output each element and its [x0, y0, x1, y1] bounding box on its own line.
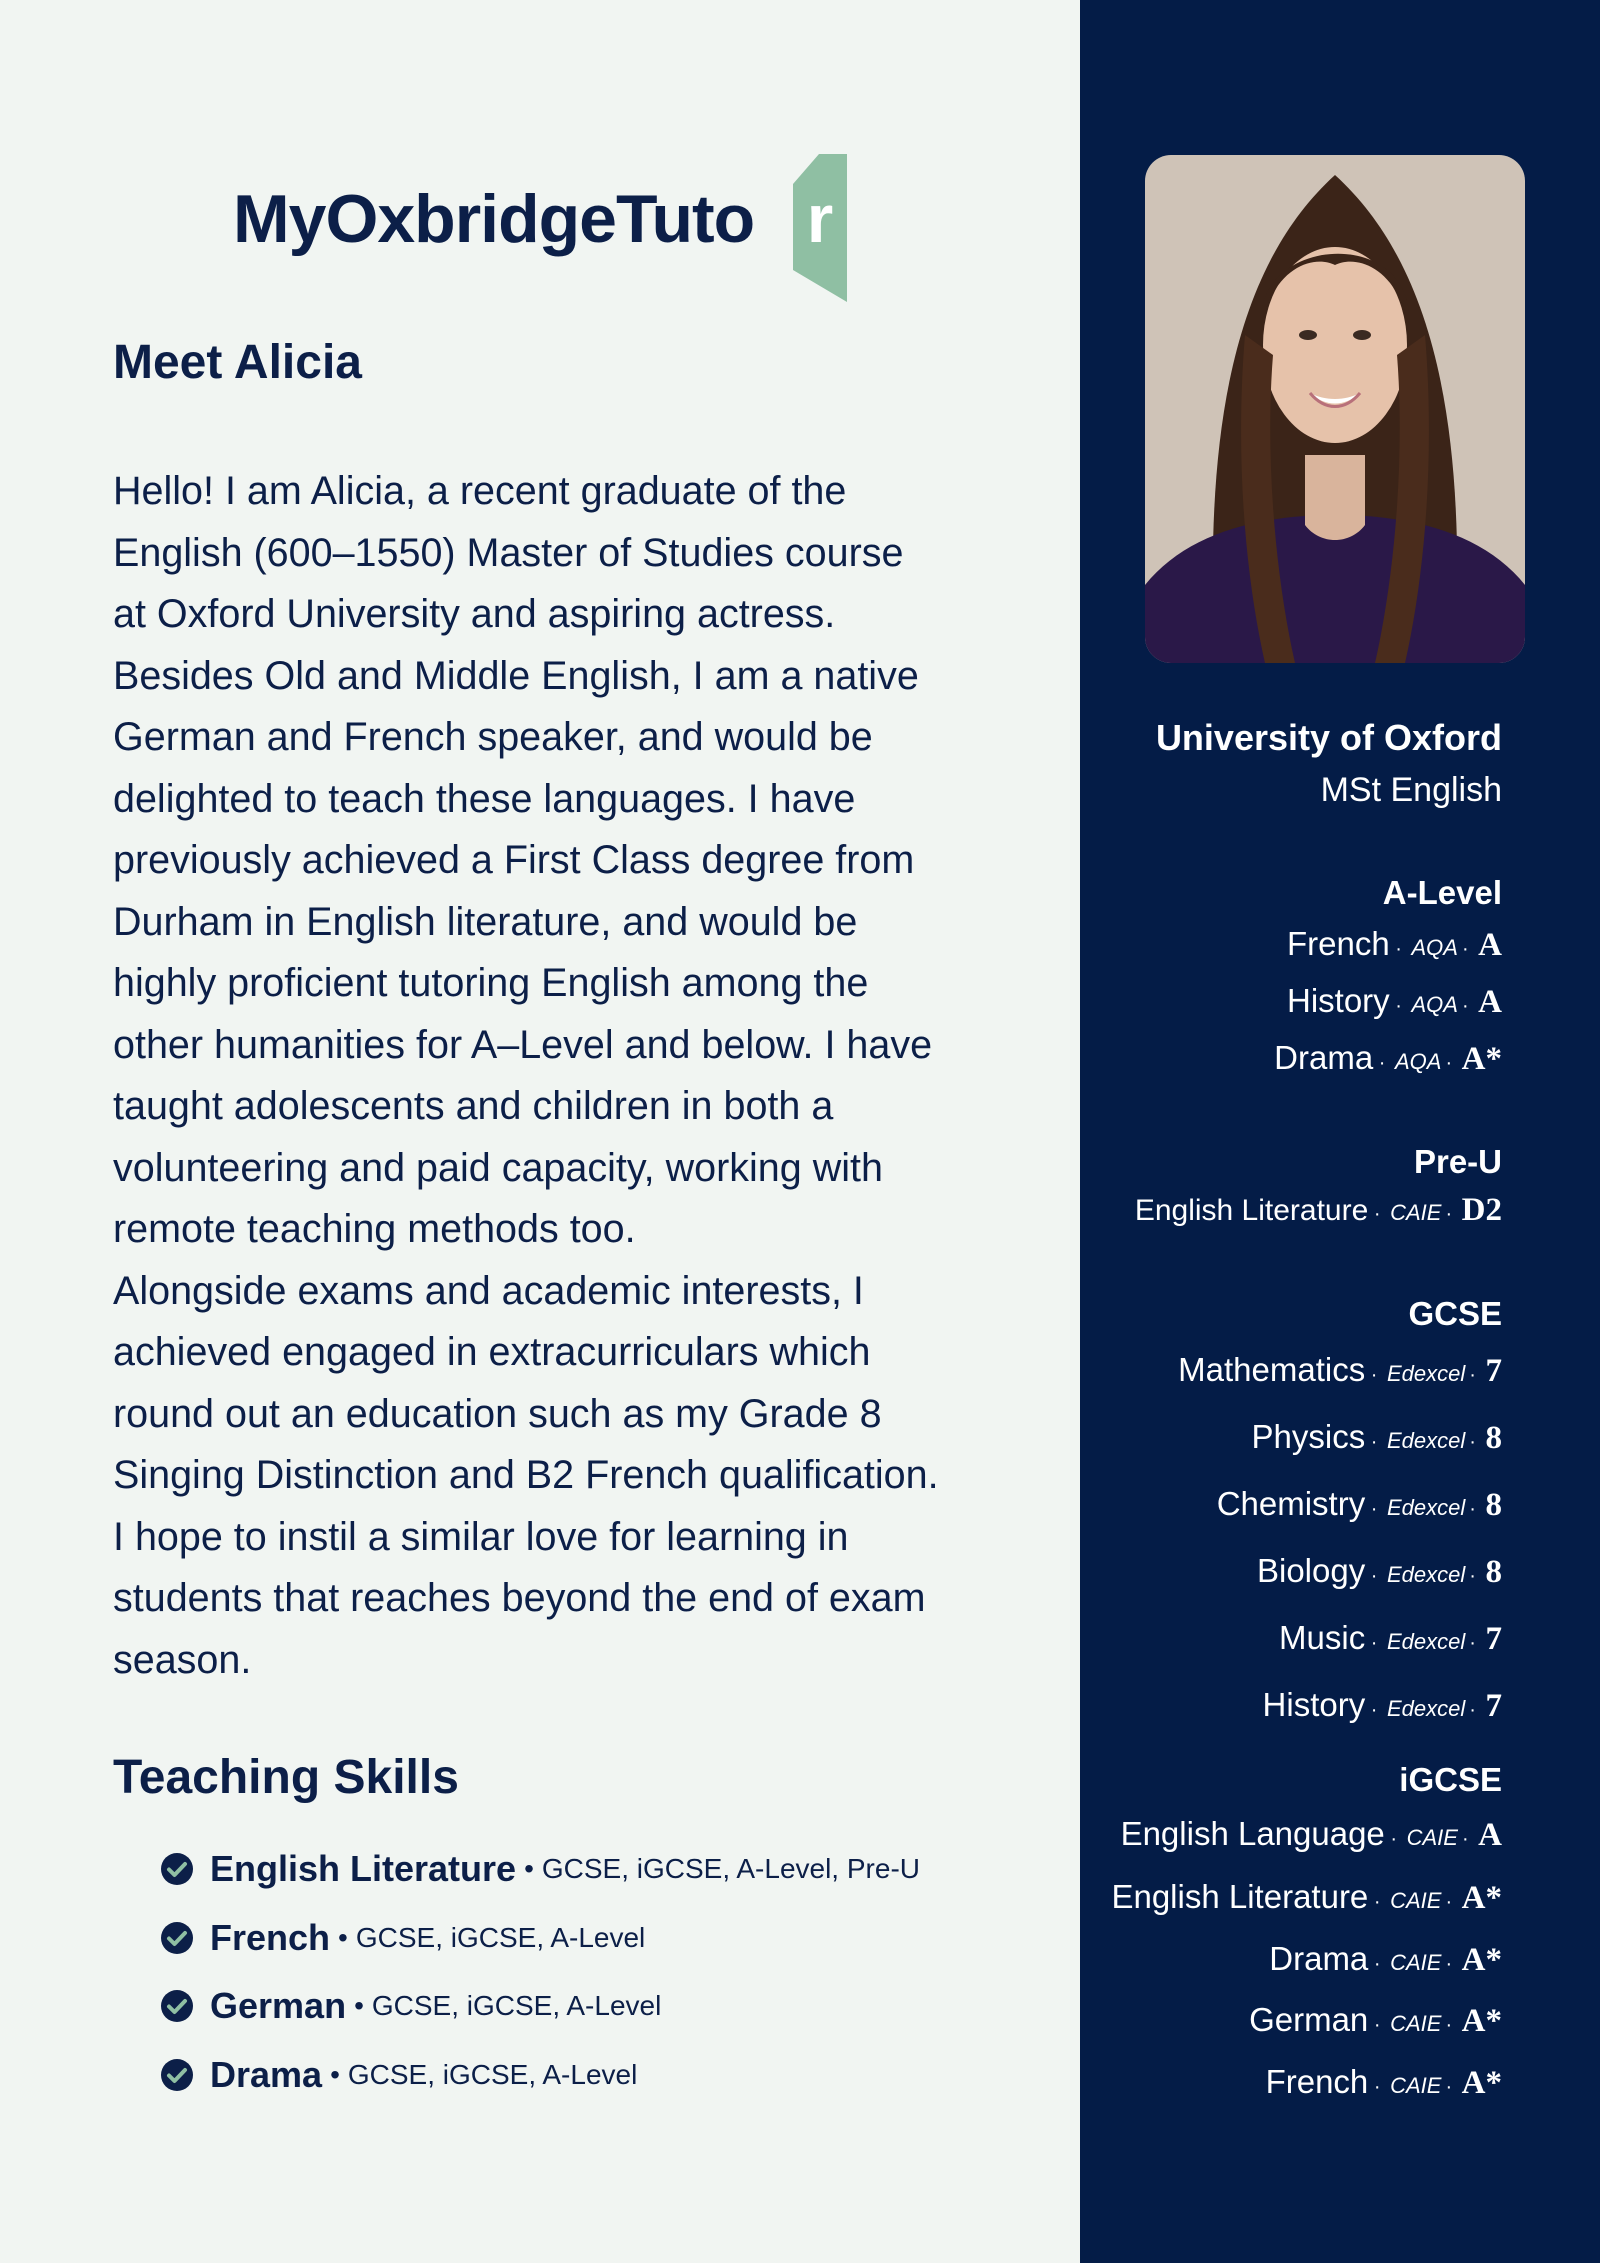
skill-levels: GCSE, iGCSE, A-Level — [347, 2058, 638, 2090]
bio-paragraph: Hello! I am Alicia, a recent graduate of the English (600–1550) Master of Studies course at Oxford University and aspiring actress. Besides Old and Middle English, I am a native German and French speaker, and would be delighted to teach these languages. I have previously achieved a First Class degree from Durham in English literature, and would be highly proficient tutoring English among the other humanities for A–Level and below. I have taught adolescents and children in both a volunteering and paid capacity, working with remote teaching methods too. — [113, 469, 933, 1251]
grade: A* — [1461, 1880, 1502, 1916]
subject: French — [1265, 2063, 1369, 2100]
exam-board: CAIE — [1406, 1825, 1458, 1850]
section-heading: A-Level — [1382, 874, 1502, 911]
grade: 7 — [1485, 1353, 1502, 1389]
subject: Biology — [1256, 1552, 1366, 1589]
section-heading: Pre-U — [1413, 1143, 1502, 1180]
igcse-section — [1111, 1755, 1502, 2116]
university-name: University of Oxford — [1155, 717, 1502, 758]
subject: French — [1286, 925, 1390, 962]
exam-board: CAIE — [1390, 1950, 1442, 1975]
gcse-section — [1178, 1289, 1502, 1741]
preu-section — [1135, 1137, 1502, 1237]
grade: A* — [1461, 2065, 1502, 2101]
exam-board: AQA — [1411, 935, 1458, 960]
grade-row: Mathematics · Edexcel · 7 — [1178, 1351, 1502, 1389]
grade-row: History · AQA · A — [1287, 982, 1502, 1020]
bio-paragraph: Alongside exams and academic interests, I achieved engaged in extracurriculars which round out an education such as my Grade 8 Singing Distinction and B2 French qualification. I hope to instil a similar love for learning in students that reaches beyond the end of exam season. — [113, 1268, 939, 1682]
grade: 7 — [1485, 1621, 1502, 1657]
grade: D2 — [1461, 1192, 1502, 1228]
subject: Drama — [1269, 1940, 1369, 1977]
skill-levels: GCSE, iGCSE, A-Level — [371, 1990, 662, 2022]
logo — [233, 150, 843, 300]
skill-item — [160, 1835, 920, 1904]
grade-row: Drama · AQA · A* — [1274, 1039, 1502, 1077]
grade: A — [1478, 1817, 1502, 1853]
subject: History — [1262, 1686, 1366, 1723]
logo-last-letter: r — [806, 181, 834, 257]
grade-row: French · AQA · A — [1286, 925, 1502, 963]
subject: German — [1249, 2001, 1369, 2038]
exam-board: Edexcel — [1387, 1696, 1466, 1721]
grade: 8 — [1485, 1554, 1502, 1590]
grade: A* — [1461, 1942, 1502, 1978]
grade: 8 — [1485, 1487, 1502, 1523]
portrait-image — [1145, 155, 1525, 663]
check-circle-icon — [160, 1989, 194, 2023]
subject: English Language — [1120, 1815, 1385, 1852]
exam-board: CAIE — [1390, 1888, 1442, 1913]
skill-levels: GCSE, iGCSE, A-Level, Pre-U — [541, 1853, 920, 1885]
check-circle-icon — [160, 1921, 194, 1955]
subject: Mathematics — [1178, 1351, 1366, 1388]
exam-board: Edexcel — [1387, 1629, 1466, 1654]
subject: English Literature — [1111, 1878, 1369, 1915]
exam-board: Edexcel — [1387, 1562, 1466, 1587]
grade-row: English Literature · CAIE · A* — [1111, 1878, 1502, 1916]
grade: A* — [1461, 1041, 1502, 1077]
grade-row: Biology · Edexcel · 8 — [1256, 1552, 1502, 1590]
grade: A — [1478, 927, 1502, 963]
skill-levels: GCSE, iGCSE, A-Level — [355, 1921, 646, 1953]
subject: Music — [1279, 1619, 1366, 1656]
right-column — [1080, 0, 1600, 2263]
section-heading: GCSE — [1408, 1295, 1502, 1332]
section-heading: iGCSE — [1399, 1761, 1502, 1798]
skill-name: German — [210, 1985, 347, 2027]
check-circle-icon — [160, 1852, 194, 1886]
bullet-separator: • — [354, 1990, 364, 2022]
bio-text — [113, 461, 943, 1691]
teaching-skills-list — [160, 1835, 920, 2109]
grade-row: Drama · CAIE · A* — [1269, 1940, 1502, 1978]
exam-board: Edexcel — [1387, 1495, 1466, 1520]
grade: 8 — [1485, 1420, 1502, 1456]
skill-item — [160, 2041, 920, 2110]
skill-name: French — [210, 1916, 331, 1958]
grade-row: English Language · CAIE · A — [1120, 1815, 1502, 1853]
logo-text: MyOxbridgeTuto — [233, 181, 755, 257]
bullet-separator: • — [338, 1921, 348, 1953]
university-block — [1156, 712, 1502, 816]
exam-board: CAIE — [1390, 2011, 1442, 2036]
skill-name: Drama — [210, 2053, 323, 2095]
grade-row: English Literature · CAIE · D2 — [1134, 1192, 1502, 1228]
grade-row: German · CAIE · A* — [1249, 2001, 1502, 2039]
grade: A* — [1461, 2003, 1502, 2039]
exam-board: Edexcel — [1387, 1361, 1466, 1386]
grade-row: Chemistry · Edexcel · 8 — [1216, 1485, 1502, 1523]
grade: A — [1478, 984, 1502, 1020]
grade-row: French · CAIE · A* — [1265, 2063, 1502, 2101]
exam-board: Edexcel — [1387, 1428, 1466, 1453]
skill-item — [160, 1904, 920, 1973]
course-name: MSt English — [1320, 771, 1502, 809]
tutor-photo — [1145, 155, 1525, 663]
exam-board: AQA — [1411, 992, 1458, 1017]
check-circle-icon — [160, 2058, 194, 2092]
page-title: Meet Alicia — [113, 336, 362, 389]
subject: History — [1287, 982, 1390, 1019]
subject: Physics — [1251, 1418, 1366, 1455]
grade: 7 — [1485, 1688, 1502, 1724]
grade-row: Music · Edexcel · 7 — [1279, 1619, 1502, 1657]
bullet-separator: • — [524, 1853, 534, 1885]
exam-board: CAIE — [1390, 2073, 1442, 2098]
subject: English Literature — [1134, 1194, 1369, 1227]
bullet-separator: • — [330, 2058, 340, 2090]
grade-row: History · Edexcel · 7 — [1262, 1686, 1502, 1724]
teaching-skills-title: Teaching Skills — [113, 1751, 459, 1804]
subject: Drama — [1274, 1039, 1374, 1076]
skill-name: English Literature — [210, 1848, 517, 1890]
alevel-section — [1274, 868, 1502, 1089]
exam-board: AQA — [1394, 1049, 1442, 1074]
skill-item — [160, 1972, 920, 2041]
grade-row: Physics · Edexcel · 8 — [1251, 1418, 1502, 1456]
subject: Chemistry — [1216, 1485, 1366, 1522]
exam-board: CAIE — [1390, 1200, 1442, 1225]
